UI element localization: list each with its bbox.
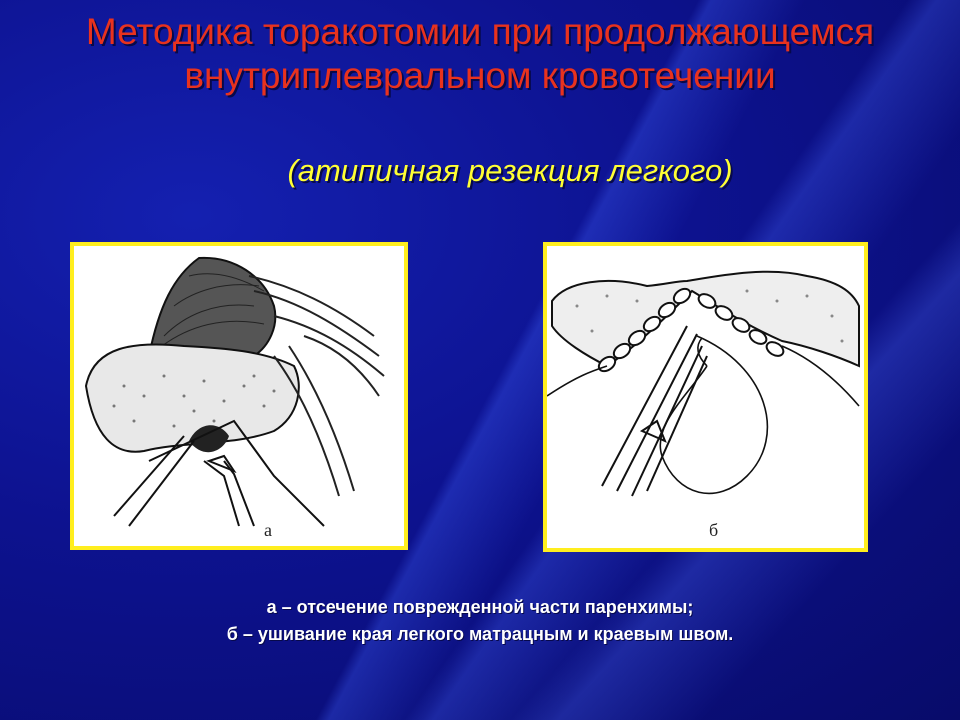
- title-line-1: Методика торакотомии при продолжающемся: [85, 11, 875, 52]
- figure-a-illustration: [70, 242, 408, 550]
- slide-subtitle: (атипичная резекция легкого): [287, 153, 733, 188]
- figure-b-label: б: [709, 520, 719, 540]
- lung-resection-drawing: [74, 246, 404, 546]
- figure-caption: [0, 594, 960, 648]
- title-line-2: внутриплевральном кровотечении: [184, 55, 776, 96]
- caption-line-1: а – отсечение поврежденной части паренхимы;: [266, 597, 694, 617]
- figure-a-label: а: [264, 520, 272, 540]
- figure-b-illustration: [543, 242, 868, 552]
- lung-suture-drawing: [547, 246, 864, 548]
- slide-title: [0, 10, 960, 98]
- caption-line-2: б – ушивание края легкого матрацным и краевым швом.: [226, 624, 734, 644]
